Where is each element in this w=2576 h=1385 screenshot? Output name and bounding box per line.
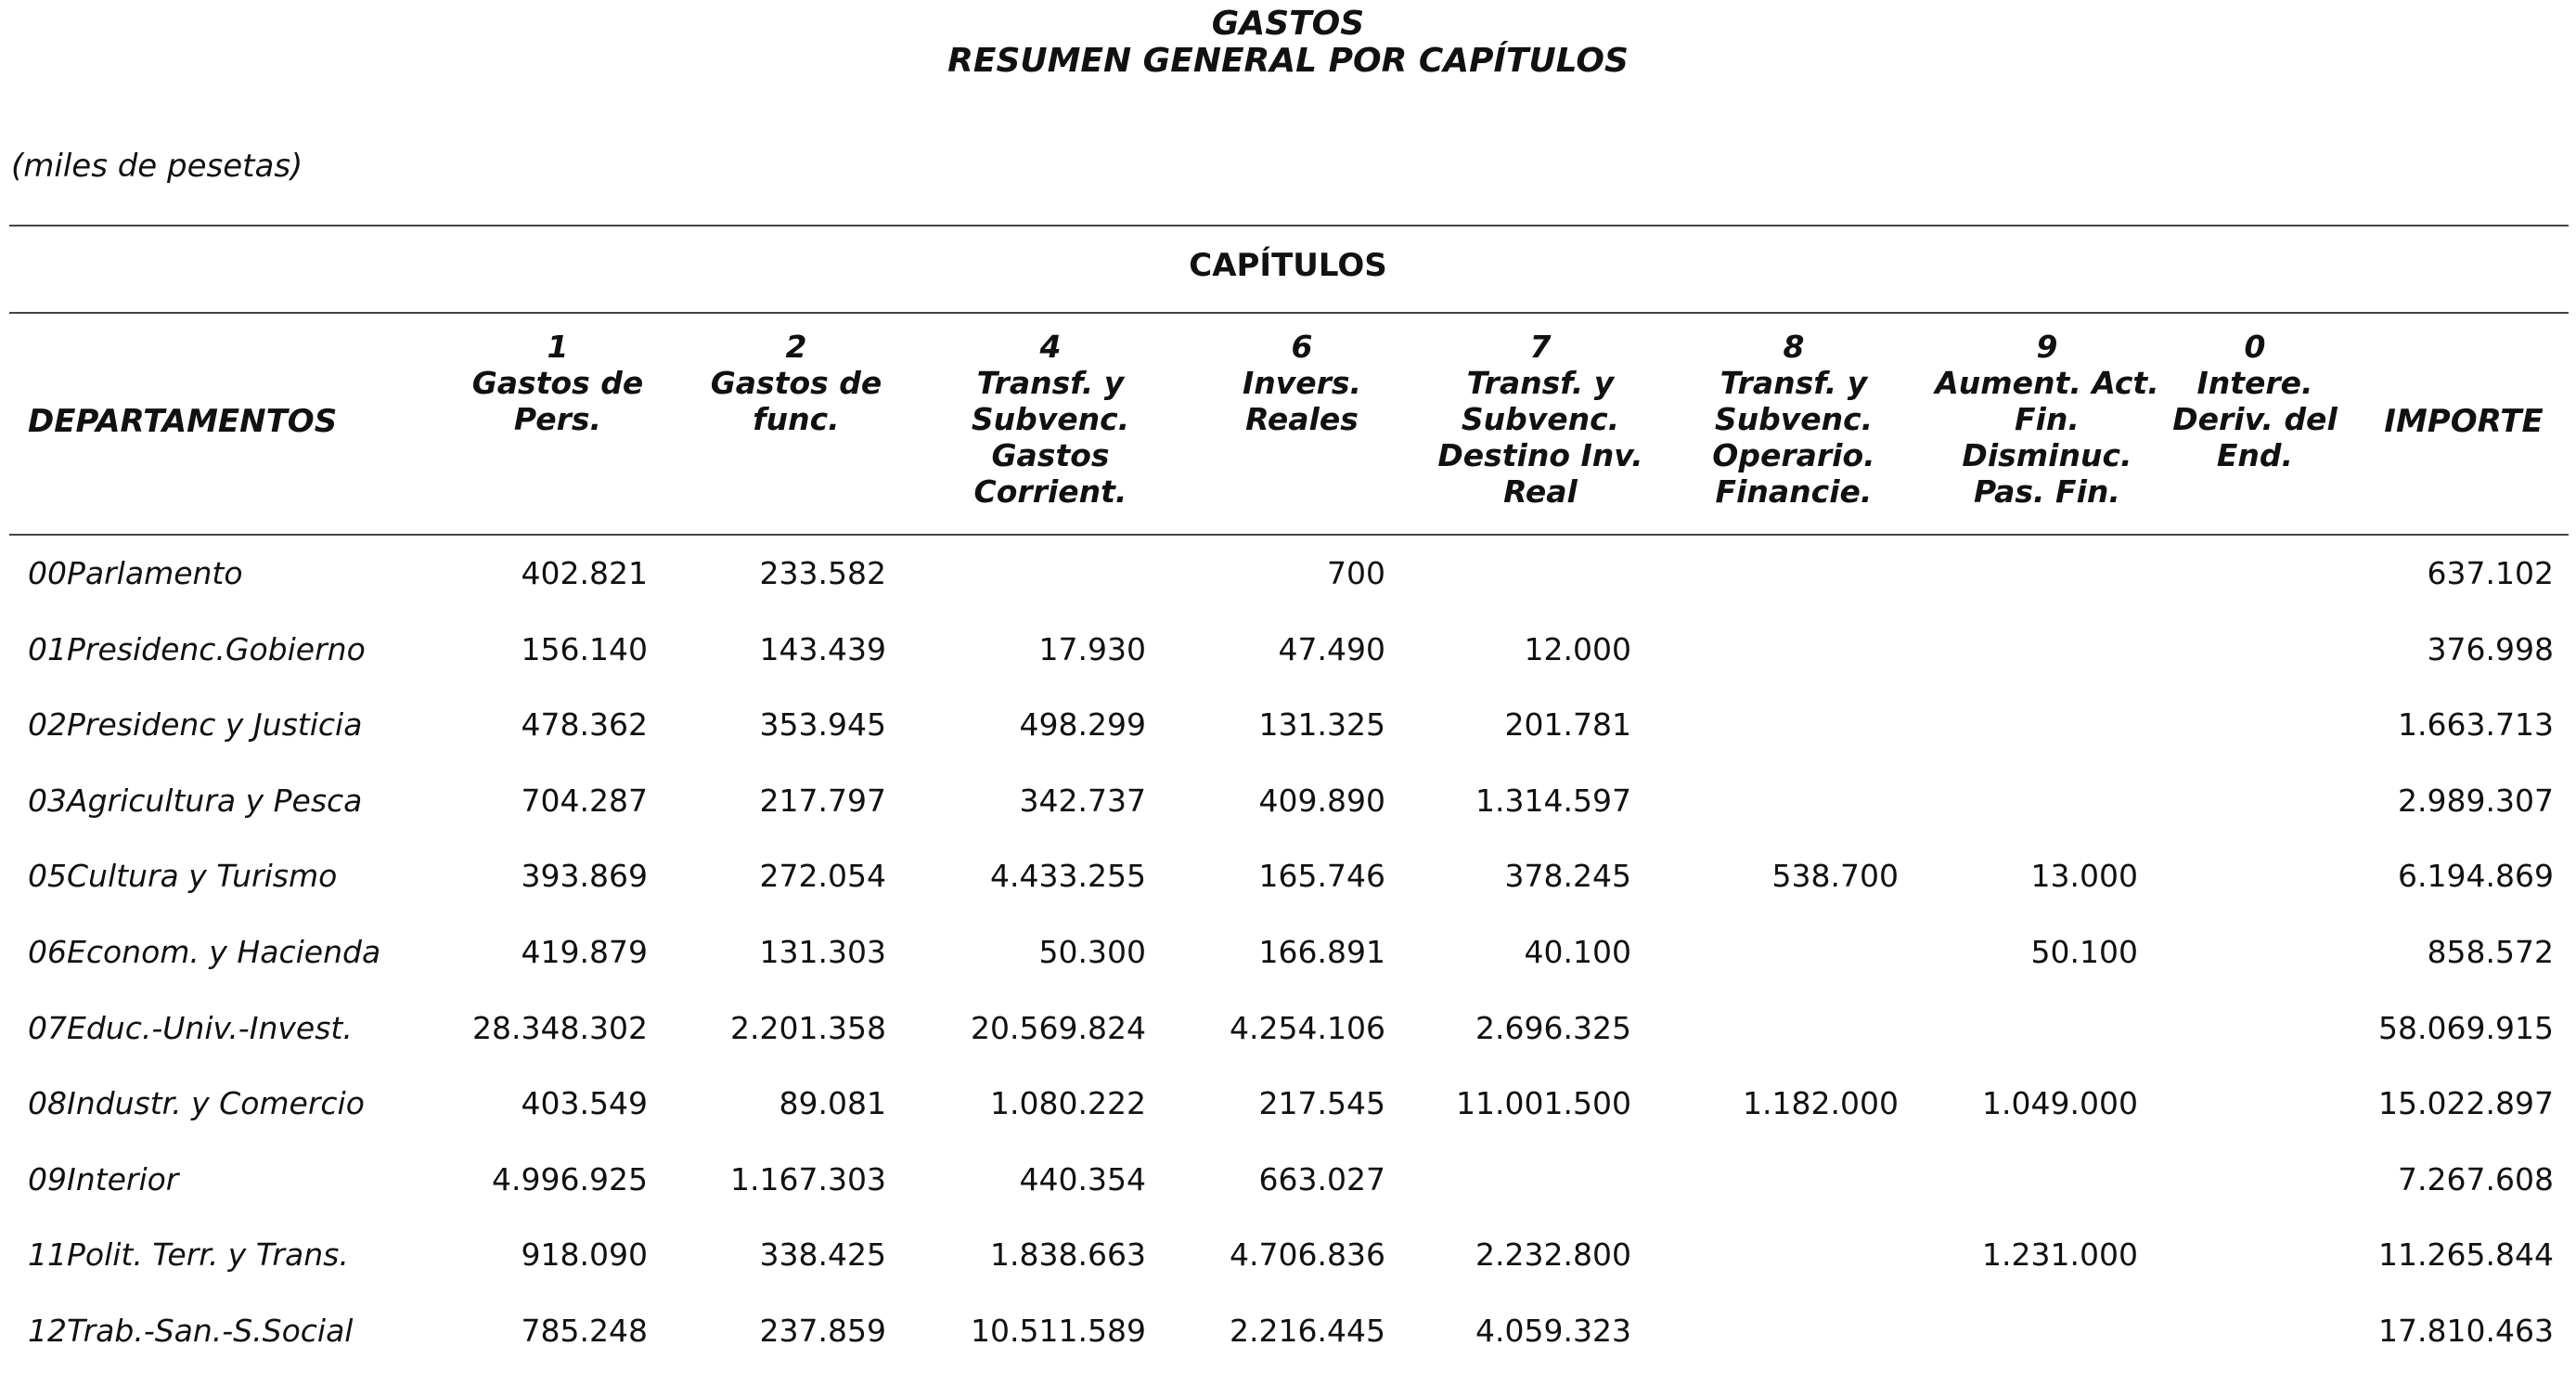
department-name: 06Econom. y Hacienda <box>28 933 381 970</box>
table-row <box>0 1233 2576 1309</box>
table-cell-cap-2: 440.354 <box>1019 1160 1146 1197</box>
table-row <box>0 628 2576 704</box>
table-cell-importe: 2.989.307 <box>2398 782 2554 819</box>
column-header-line: Destino Inv. <box>1437 437 1643 473</box>
table-cell-cap-3: 131.325 <box>1258 706 1385 744</box>
table-row <box>0 1158 2576 1234</box>
column-header-number: 1 <box>547 329 569 365</box>
header-rule <box>9 534 2569 536</box>
table-cell-cap-2: 1.838.663 <box>990 1236 1146 1274</box>
table-cell-cap-6: 13.000 <box>2030 858 2138 895</box>
table-row <box>0 1309 2576 1385</box>
column-header-number: 0 <box>2244 329 2266 365</box>
table-row <box>0 854 2576 930</box>
table-cell-cap-1: 217.797 <box>759 782 886 819</box>
department-name: 07Educ.-Univ.-Invest. <box>28 1009 353 1046</box>
column-header-line: Financie. <box>1715 473 1873 510</box>
table-cell-importe: 58.069.915 <box>2378 1009 2554 1046</box>
department-name: 03Agricultura y Pesca <box>28 782 363 819</box>
column-header-line: Gastos de <box>710 365 882 401</box>
column-header-number: 6 <box>1291 329 1313 365</box>
table-cell-cap-0: 28.348.302 <box>472 1009 648 1046</box>
table-cell-cap-4: 40.100 <box>1524 933 1631 970</box>
table-cell-cap-0: 704.287 <box>521 782 648 819</box>
table-cell-cap-2: 10.511.589 <box>971 1312 1146 1349</box>
department-name: 08Industr. y Comercio <box>28 1085 365 1122</box>
column-header-line: Aument. Act. <box>1935 365 2159 401</box>
table-cell-cap-6: 1.049.000 <box>1982 1085 2138 1122</box>
column-header-cap-1 <box>662 329 931 437</box>
column-header-cap-5 <box>1659 329 1928 510</box>
column-header-line: Corrient. <box>973 473 1127 510</box>
table-row <box>0 703 2576 779</box>
page-title: GASTOS <box>1211 5 1365 43</box>
table-row <box>0 930 2576 1006</box>
table-cell-cap-3: 4.254.106 <box>1230 1009 1385 1046</box>
table-cell-cap-6: 50.100 <box>2030 933 2138 970</box>
table-cell-cap-3: 2.216.445 <box>1230 1312 1385 1349</box>
table-cell-cap-2: 4.433.255 <box>990 858 1146 895</box>
group-rule <box>9 312 2569 314</box>
column-header-line: Deriv. del <box>2172 401 2338 437</box>
table-cell-cap-4: 378.245 <box>1504 858 1631 895</box>
column-header-line: Real <box>1503 473 1578 510</box>
column-header-line: Subvenc. <box>1714 401 1874 437</box>
column-header-number: 8 <box>1783 329 1805 365</box>
column-header-line: Intere. <box>2196 365 2313 401</box>
table-cell-cap-1: 233.582 <box>759 555 886 591</box>
table-cell-cap-5: 1.182.000 <box>1743 1085 1899 1122</box>
table-cell-cap-3: 217.545 <box>1258 1085 1385 1122</box>
column-header-importe: IMPORTE <box>2384 403 2544 440</box>
table-cell-importe: 376.998 <box>2427 630 2554 667</box>
table-cell-cap-0: 393.869 <box>521 858 648 895</box>
table-cell-cap-3: 700 <box>1327 555 1385 591</box>
column-header-line: Transf. y <box>1466 365 1615 401</box>
column-header-line: Transf. y <box>1719 365 1868 401</box>
table-cell-cap-0: 478.362 <box>521 706 648 744</box>
table-cell-cap-3: 166.891 <box>1258 933 1385 970</box>
column-header-cap-3 <box>1167 329 1436 437</box>
department-name: 12Trab.-San.-S.Social <box>28 1312 354 1349</box>
table-cell-cap-1: 353.945 <box>759 706 886 744</box>
table-cell-cap-1: 131.303 <box>759 933 886 970</box>
department-name: 11Polit. Terr. y Trans. <box>28 1236 349 1274</box>
table-cell-cap-4: 201.781 <box>1504 706 1631 744</box>
column-header-number: 7 <box>1529 329 1552 365</box>
table-cell-importe: 858.572 <box>2427 933 2554 970</box>
table-cell-importe: 15.022.897 <box>2378 1085 2554 1122</box>
table-cell-cap-0: 785.248 <box>521 1312 648 1349</box>
column-header-line: Operario. <box>1712 437 1875 473</box>
department-name: 01Presidenc.Gobierno <box>28 630 366 667</box>
department-name: 09Interior <box>28 1160 179 1197</box>
table-cell-cap-1: 338.425 <box>759 1236 886 1274</box>
department-name: 05Cultura y Turismo <box>28 858 338 895</box>
table-cell-cap-3: 4.706.836 <box>1230 1236 1385 1274</box>
column-header-line: Fin. <box>2015 401 2080 437</box>
column-header-number: 4 <box>1039 329 1062 365</box>
table-cell-cap-1: 1.167.303 <box>730 1160 886 1197</box>
table-cell-cap-2: 342.737 <box>1019 782 1146 819</box>
table-cell-cap-3: 47.490 <box>1278 630 1385 667</box>
table-cell-cap-4: 11.001.500 <box>1456 1085 1631 1122</box>
table-cell-importe: 11.265.844 <box>2378 1236 2554 1274</box>
table-cell-cap-0: 918.090 <box>521 1236 648 1274</box>
table-cell-cap-4: 1.314.597 <box>1475 782 1631 819</box>
column-header-line: Gastos de <box>471 365 644 401</box>
table-cell-importe: 17.810.463 <box>2378 1312 2554 1349</box>
table-cell-cap-2: 1.080.222 <box>990 1085 1146 1122</box>
column-header-line: Transf. y <box>976 365 1125 401</box>
table-cell-importe: 6.194.869 <box>2398 858 2554 895</box>
table-cell-cap-0: 4.996.925 <box>492 1160 648 1197</box>
column-header-cap-4 <box>1406 329 1675 510</box>
column-header-cap-0 <box>423 329 692 437</box>
page-subtitle: RESUMEN GENERAL POR CAPÍTULOS <box>947 42 1629 80</box>
column-header-number: 2 <box>785 329 807 365</box>
table-cell-cap-2: 17.930 <box>1038 630 1146 667</box>
table-row <box>0 551 2576 628</box>
table-cell-cap-6: 1.231.000 <box>1982 1236 2138 1274</box>
table-cell-cap-3: 165.746 <box>1258 858 1385 895</box>
column-header-line: Reales <box>1245 401 1359 437</box>
table-cell-cap-4: 12.000 <box>1524 630 1631 667</box>
table-cell-cap-3: 663.027 <box>1258 1160 1385 1197</box>
column-header-number: 9 <box>2036 329 2058 365</box>
table-cell-cap-4: 2.696.325 <box>1475 1009 1631 1046</box>
table-row <box>0 779 2576 855</box>
column-header-line: Gastos <box>991 437 1110 473</box>
group-header-capitulos: CAPÍTULOS <box>1189 247 1387 284</box>
table-cell-cap-0: 403.549 <box>521 1085 648 1122</box>
table-cell-cap-5: 538.700 <box>1771 858 1899 895</box>
table-cell-cap-2: 50.300 <box>1038 933 1146 970</box>
column-header-line: func. <box>753 401 840 437</box>
table-row <box>0 1006 2576 1082</box>
table-cell-cap-0: 419.879 <box>521 933 648 970</box>
column-header-cap-2 <box>916 329 1185 510</box>
column-header-line: Disminuc. <box>1962 437 2132 473</box>
table-cell-cap-3: 409.890 <box>1258 782 1385 819</box>
table-cell-importe: 1.663.713 <box>2398 706 2554 744</box>
table-cell-cap-1: 2.201.358 <box>730 1009 886 1046</box>
table-cell-cap-1: 272.054 <box>759 858 886 895</box>
table-cell-cap-0: 402.821 <box>521 555 648 591</box>
table-row <box>0 1081 2576 1158</box>
column-header-line: Subvenc. <box>971 401 1130 437</box>
department-name: 02Presidenc y Justicia <box>28 706 363 744</box>
table-cell-cap-4: 4.059.323 <box>1475 1312 1631 1349</box>
table-body <box>0 551 2576 1385</box>
top-rule <box>9 225 2569 227</box>
table-cell-cap-4: 2.232.800 <box>1475 1236 1631 1274</box>
table-cell-cap-2: 20.569.824 <box>971 1009 1146 1046</box>
column-header-line: End. <box>2216 437 2294 473</box>
units-note: (miles de pesetas) <box>11 148 303 185</box>
column-header-line: Subvenc. <box>1461 401 1620 437</box>
table-cell-importe: 637.102 <box>2427 555 2554 591</box>
column-header-line: Pas. Fin. <box>1974 473 2120 510</box>
table-cell-cap-1: 237.859 <box>759 1312 886 1349</box>
column-header-line: Pers. <box>513 401 602 437</box>
table-cell-cap-1: 143.439 <box>759 630 886 667</box>
column-header-line: Invers. <box>1242 365 1362 401</box>
table-cell-importe: 7.267.608 <box>2398 1160 2554 1197</box>
department-name: 00Parlamento <box>28 555 243 591</box>
table-cell-cap-2: 498.299 <box>1019 706 1146 744</box>
column-header-departamentos: DEPARTAMENTOS <box>28 403 338 440</box>
table-cell-cap-0: 156.140 <box>521 630 648 667</box>
table-cell-cap-1: 89.081 <box>779 1085 886 1122</box>
